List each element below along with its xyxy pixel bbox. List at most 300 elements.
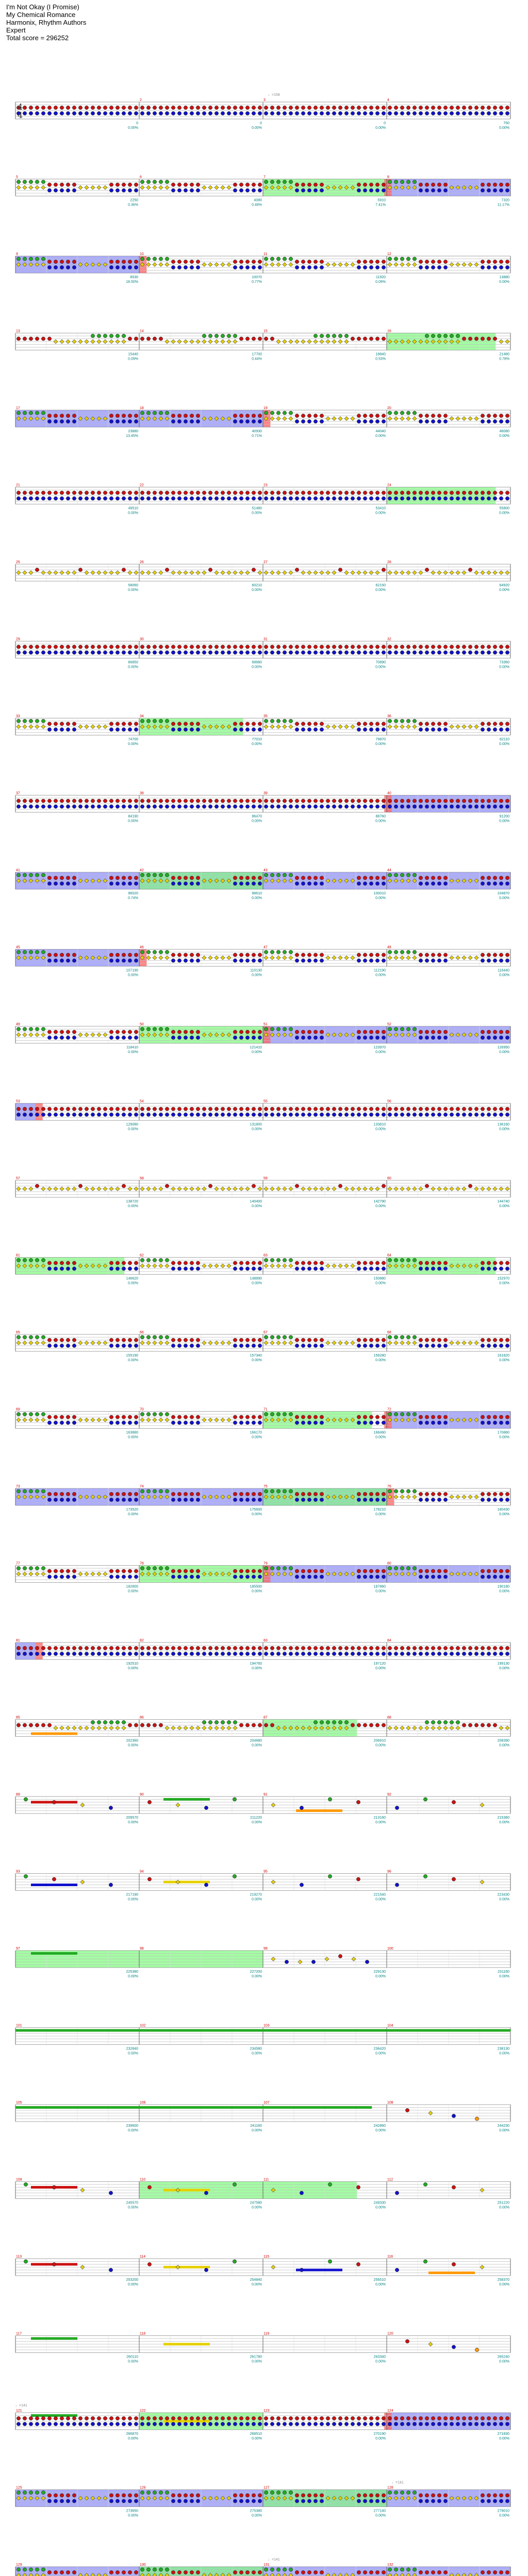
- note-green: [165, 1489, 169, 1493]
- note-red: [196, 1569, 200, 1573]
- note-red: [208, 1184, 212, 1188]
- note-green: [437, 1720, 441, 1724]
- note-red: [116, 2570, 119, 2574]
- note-blue: [54, 265, 57, 269]
- note-blue: [406, 805, 410, 808]
- note-blue: [332, 2422, 336, 2426]
- note-blue: [301, 2499, 305, 2503]
- note-blue: [487, 1421, 490, 1425]
- note-blue: [388, 805, 391, 808]
- note-blue: [190, 727, 193, 731]
- note-green: [400, 2568, 404, 2571]
- note-red: [320, 1415, 323, 1419]
- note-green: [41, 2490, 45, 2494]
- measure-number: 121: [16, 2409, 22, 2413]
- measure-percent: 0.00%: [499, 2437, 509, 2441]
- note-red: [357, 491, 360, 495]
- note-blue: [54, 419, 57, 423]
- note-blue: [122, 497, 125, 500]
- note-yellow: [505, 1726, 509, 1730]
- note-green: [264, 257, 268, 261]
- note-yellow: [140, 1187, 144, 1191]
- note-yellow: [176, 1880, 180, 1884]
- note-red: [190, 1030, 193, 1033]
- note-red: [47, 1492, 51, 1496]
- note-red: [314, 260, 317, 263]
- note-red: [474, 337, 478, 341]
- note-blue: [72, 189, 76, 192]
- measure-number: 59: [263, 1177, 268, 1180]
- note-blue: [184, 189, 187, 192]
- note-green: [202, 334, 206, 337]
- note-red: [443, 799, 447, 803]
- note-red: [332, 2416, 336, 2420]
- note-red: [283, 491, 286, 495]
- measure-score: 192510: [126, 1662, 138, 1666]
- note-red: [443, 1415, 447, 1419]
- note-yellow: [474, 263, 478, 267]
- note-blue: [116, 497, 119, 500]
- note-red: [66, 953, 70, 957]
- note-red: [35, 1107, 39, 1111]
- note-red: [382, 106, 385, 109]
- note-blue: [369, 1344, 373, 1347]
- sustain-orange: [296, 1809, 342, 1812]
- note-red: [16, 2416, 20, 2420]
- note-blue: [487, 882, 490, 885]
- note-blue: [388, 651, 391, 654]
- note-red: [369, 1723, 373, 1727]
- note-red: [245, 106, 249, 109]
- note-blue: [375, 1652, 379, 1655]
- note-blue: [122, 1344, 125, 1347]
- measure-percent: 0.00%: [252, 1743, 262, 1748]
- note-red: [419, 2570, 422, 2574]
- measure-score: 116440: [498, 969, 509, 973]
- measure-percent: 0.00%: [499, 434, 509, 438]
- note-red: [394, 1646, 398, 1650]
- note-red: [481, 414, 484, 417]
- note-red: [245, 1492, 249, 1496]
- note-red: [369, 1030, 373, 1033]
- note-blue: [437, 1344, 441, 1347]
- note-red: [72, 414, 76, 417]
- note-green: [314, 1720, 317, 1724]
- note-red: [134, 2494, 138, 2497]
- note-blue: [184, 1421, 187, 1425]
- note-blue: [35, 805, 39, 808]
- note-blue: [190, 1498, 193, 1501]
- note-red: [499, 106, 503, 109]
- measure-score: 23880: [128, 430, 138, 433]
- note-red: [326, 1646, 329, 1650]
- note-red: [116, 2494, 119, 2497]
- note-red: [35, 799, 39, 803]
- note-blue: [283, 2422, 286, 2426]
- note-blue: [221, 2422, 224, 2426]
- note-blue: [159, 111, 162, 115]
- note-red: [239, 876, 243, 879]
- note-blue: [221, 111, 224, 115]
- note-blue: [369, 497, 373, 500]
- note-blue: [78, 1652, 82, 1655]
- note-red: [29, 2416, 32, 2420]
- note-red: [245, 491, 249, 495]
- note-blue: [320, 265, 323, 269]
- note-blue: [425, 111, 428, 115]
- note-yellow: [301, 1187, 305, 1191]
- note-blue: [204, 1806, 208, 1809]
- note-blue: [332, 651, 336, 654]
- note-blue: [289, 805, 292, 808]
- note-yellow: [332, 417, 336, 421]
- note-red: [344, 2416, 348, 2420]
- note-blue: [54, 111, 57, 115]
- measure-score: 166170: [250, 1431, 262, 1435]
- note-green: [153, 411, 156, 415]
- note-red: [184, 645, 187, 649]
- note-blue: [35, 1113, 39, 1116]
- note-blue: [412, 2422, 416, 2426]
- note-red: [505, 876, 509, 879]
- note-red: [283, 645, 286, 649]
- note-yellow: [227, 1264, 231, 1268]
- note-red: [184, 2494, 187, 2497]
- note-red: [47, 799, 51, 803]
- note-blue: [54, 1498, 57, 1501]
- note-red: [481, 2494, 484, 2497]
- note-red: [177, 1415, 181, 1419]
- note-red: [295, 2416, 299, 2420]
- note-red: [382, 1338, 385, 1342]
- note-yellow: [91, 1341, 95, 1345]
- note-red: [190, 1261, 193, 1265]
- measure-score: 140400: [250, 1200, 262, 1204]
- note-yellow: [406, 263, 410, 267]
- note-yellow: [320, 340, 324, 344]
- note-red: [134, 1107, 138, 1111]
- note-green: [388, 950, 391, 954]
- note-blue: [493, 882, 497, 885]
- measure-number: 37: [16, 791, 20, 795]
- note-red: [239, 645, 243, 649]
- measure-percent: 0.00%: [252, 1821, 262, 1824]
- note-yellow: [357, 1187, 361, 1191]
- note-red: [66, 2494, 70, 2497]
- note-blue: [184, 419, 187, 423]
- note-blue: [382, 111, 385, 115]
- measure-percent: 0.00%: [128, 973, 138, 977]
- note-yellow: [202, 1341, 206, 1345]
- note-blue: [190, 1575, 193, 1579]
- note-blue: [499, 1421, 503, 1425]
- sustain-yellow: [163, 2189, 210, 2192]
- note-red: [450, 645, 453, 649]
- note-blue: [233, 419, 237, 423]
- note-green: [276, 257, 280, 261]
- note-red: [456, 1107, 459, 1111]
- note-blue: [307, 1113, 311, 1116]
- note-blue: [474, 2422, 478, 2426]
- note-red: [245, 260, 249, 263]
- note-red: [425, 645, 428, 649]
- note-green: [412, 1027, 416, 1031]
- note-blue: [443, 2422, 447, 2426]
- note-red: [307, 1107, 311, 1111]
- measure-number: 128: [387, 2486, 393, 2490]
- note-blue: [171, 651, 175, 654]
- note-red: [227, 106, 230, 109]
- note-red: [190, 645, 193, 649]
- note-yellow: [450, 1341, 454, 1345]
- note-red: [153, 645, 156, 649]
- note-blue: [425, 882, 428, 885]
- measure-number: 14: [140, 329, 144, 333]
- note-blue: [134, 2422, 138, 2426]
- note-red: [29, 1646, 32, 1650]
- note-yellow: [289, 1187, 293, 1191]
- note-green: [289, 1566, 292, 1570]
- note-blue: [443, 727, 447, 731]
- note-blue: [109, 2191, 112, 2195]
- note-blue: [16, 2422, 20, 2426]
- note-yellow: [468, 725, 472, 729]
- note-red: [171, 1338, 175, 1342]
- note-red: [177, 1338, 181, 1342]
- note-yellow: [146, 263, 151, 267]
- note-red: [245, 2570, 249, 2574]
- note-red: [344, 799, 348, 803]
- note-blue: [425, 2422, 428, 2426]
- measure-score: 133810: [373, 1123, 386, 1127]
- note-green: [283, 2568, 286, 2571]
- note-blue: [66, 1267, 70, 1270]
- note-blue: [499, 111, 503, 115]
- note-green: [412, 1258, 416, 1262]
- measure-number: 11: [263, 252, 268, 256]
- note-red: [245, 1415, 249, 1419]
- note-blue: [450, 1113, 453, 1116]
- note-blue: [196, 882, 200, 885]
- note-yellow: [499, 1187, 503, 1191]
- note-red: [252, 645, 255, 649]
- note-red: [177, 799, 181, 803]
- note-blue: [431, 727, 435, 731]
- note-red: [264, 2416, 268, 2420]
- note-red: [258, 953, 261, 957]
- note-red: [116, 876, 119, 879]
- note-blue: [177, 959, 181, 962]
- note-yellow: [16, 1572, 21, 1576]
- note-blue: [54, 1267, 57, 1270]
- note-green: [406, 2490, 410, 2494]
- measure-percent: 0.00%: [499, 665, 509, 669]
- note-red: [66, 722, 70, 725]
- measure-score: 279010: [497, 2509, 509, 2513]
- note-red: [60, 2570, 63, 2574]
- chart-row: [15, 1104, 510, 1121]
- note-blue: [258, 727, 261, 731]
- note-red: [29, 106, 32, 109]
- note-green: [264, 950, 268, 954]
- note-blue: [363, 1344, 367, 1347]
- note-green: [338, 334, 342, 337]
- note-blue: [47, 727, 51, 731]
- note-red: [196, 1492, 200, 1496]
- note-blue: [493, 651, 497, 654]
- note-blue: [431, 882, 435, 885]
- note-blue: [258, 265, 261, 269]
- note-red: [369, 722, 373, 725]
- note-blue: [66, 2422, 70, 2426]
- note-blue: [97, 805, 101, 808]
- note-blue: [245, 265, 249, 269]
- note-red: [116, 183, 119, 187]
- note-red: [357, 722, 360, 725]
- note-blue: [165, 1652, 169, 1655]
- note-green: [165, 2490, 169, 2494]
- note-yellow: [202, 263, 206, 267]
- note-yellow: [264, 725, 268, 729]
- note-blue: [369, 419, 373, 423]
- note-blue: [252, 419, 255, 423]
- note-blue: [54, 727, 57, 731]
- measure-score: 148890: [250, 1277, 262, 1281]
- note-red: [406, 106, 410, 109]
- note-red: [487, 2416, 490, 2420]
- note-blue: [66, 959, 70, 962]
- song-artist: My Chemical Romance: [6, 11, 76, 19]
- note-red: [128, 799, 131, 803]
- note-yellow: [208, 185, 212, 190]
- note-red: [314, 1338, 317, 1342]
- note-red: [146, 337, 150, 341]
- note-red: [437, 953, 441, 957]
- note-blue: [283, 111, 286, 115]
- note-blue: [204, 1883, 208, 1887]
- note-blue: [202, 111, 206, 115]
- note-blue: [202, 651, 206, 654]
- note-blue: [60, 959, 63, 962]
- note-blue: [134, 882, 138, 885]
- measure-number: 125: [16, 2486, 22, 2490]
- note-blue: [252, 727, 255, 731]
- note-yellow: [295, 340, 299, 344]
- note-red: [443, 722, 447, 725]
- note-red: [314, 183, 317, 187]
- note-blue: [116, 1575, 119, 1579]
- note-blue: [332, 497, 336, 500]
- note-green: [276, 719, 280, 723]
- note-yellow: [474, 956, 478, 960]
- note-blue: [227, 111, 230, 115]
- note-blue: [239, 1344, 243, 1347]
- note-orange: [475, 2117, 478, 2121]
- chart-row: [15, 2182, 510, 2199]
- note-red: [190, 260, 193, 263]
- note-green: [264, 1258, 268, 1262]
- note-red: [128, 1338, 131, 1342]
- note-yellow: [276, 263, 280, 267]
- measure-percent: 0.00%: [499, 1205, 509, 1208]
- measure-number: 106: [140, 2101, 146, 2105]
- note-blue: [72, 111, 76, 115]
- note-green: [443, 1720, 447, 1724]
- sustain-green: [163, 1798, 210, 1801]
- note-blue: [177, 1344, 181, 1347]
- note-yellow: [91, 1572, 95, 1576]
- note-yellow: [474, 571, 478, 575]
- note-blue: [375, 1036, 379, 1039]
- measure-score: 18840: [375, 352, 386, 357]
- note-yellow: [80, 2188, 85, 2192]
- note-blue: [233, 1421, 237, 1425]
- measure-score: 2250: [130, 198, 138, 202]
- note-red: [295, 2494, 299, 2497]
- note-yellow: [233, 571, 237, 575]
- note-red: [258, 1569, 261, 1573]
- note-blue: [29, 1113, 32, 1116]
- note-red: [481, 1723, 484, 1727]
- note-yellow: [171, 571, 175, 575]
- note-red: [481, 645, 484, 649]
- note-red: [214, 106, 218, 109]
- note-red: [443, 1569, 447, 1573]
- note-red: [214, 491, 218, 495]
- note-red: [468, 2416, 472, 2420]
- note-blue: [171, 1652, 175, 1655]
- note-red: [128, 337, 131, 341]
- note-blue: [295, 882, 299, 885]
- note-blue: [177, 2422, 181, 2426]
- note-blue: [357, 805, 360, 808]
- measure-score: 60210: [252, 584, 262, 587]
- note-blue: [357, 1575, 360, 1579]
- note-red: [326, 2416, 329, 2420]
- note-red: [301, 1415, 305, 1419]
- measure-number: 115: [263, 2255, 270, 2259]
- note-red: [171, 106, 175, 109]
- note-red: [245, 2494, 249, 2497]
- note-blue: [419, 265, 422, 269]
- note-red: [91, 1107, 94, 1111]
- note-red: [487, 1723, 490, 1727]
- note-blue: [128, 959, 131, 962]
- note-red: [122, 2494, 125, 2497]
- note-green: [29, 1412, 32, 1416]
- note-red: [60, 491, 63, 495]
- note-green: [153, 257, 156, 261]
- note-blue: [208, 805, 212, 808]
- note-yellow: [245, 1187, 250, 1191]
- song-charter: Harmonix, Rhythm Authors: [6, 19, 87, 26]
- measure-percent: 0.00%: [499, 2360, 509, 2364]
- note-blue: [109, 2499, 113, 2503]
- note-red: [23, 2416, 26, 2420]
- note-red: [493, 1569, 497, 1573]
- measure-number: 38: [140, 791, 144, 795]
- note-red: [103, 1646, 107, 1650]
- measure-number: 49: [16, 1023, 20, 1026]
- note-blue: [307, 727, 311, 731]
- note-blue: [116, 651, 119, 654]
- note-red: [505, 2570, 509, 2574]
- note-red: [221, 106, 224, 109]
- note-blue: [320, 1421, 323, 1425]
- note-red: [356, 2262, 360, 2266]
- note-yellow: [258, 571, 262, 575]
- measure-number: 34: [140, 715, 144, 718]
